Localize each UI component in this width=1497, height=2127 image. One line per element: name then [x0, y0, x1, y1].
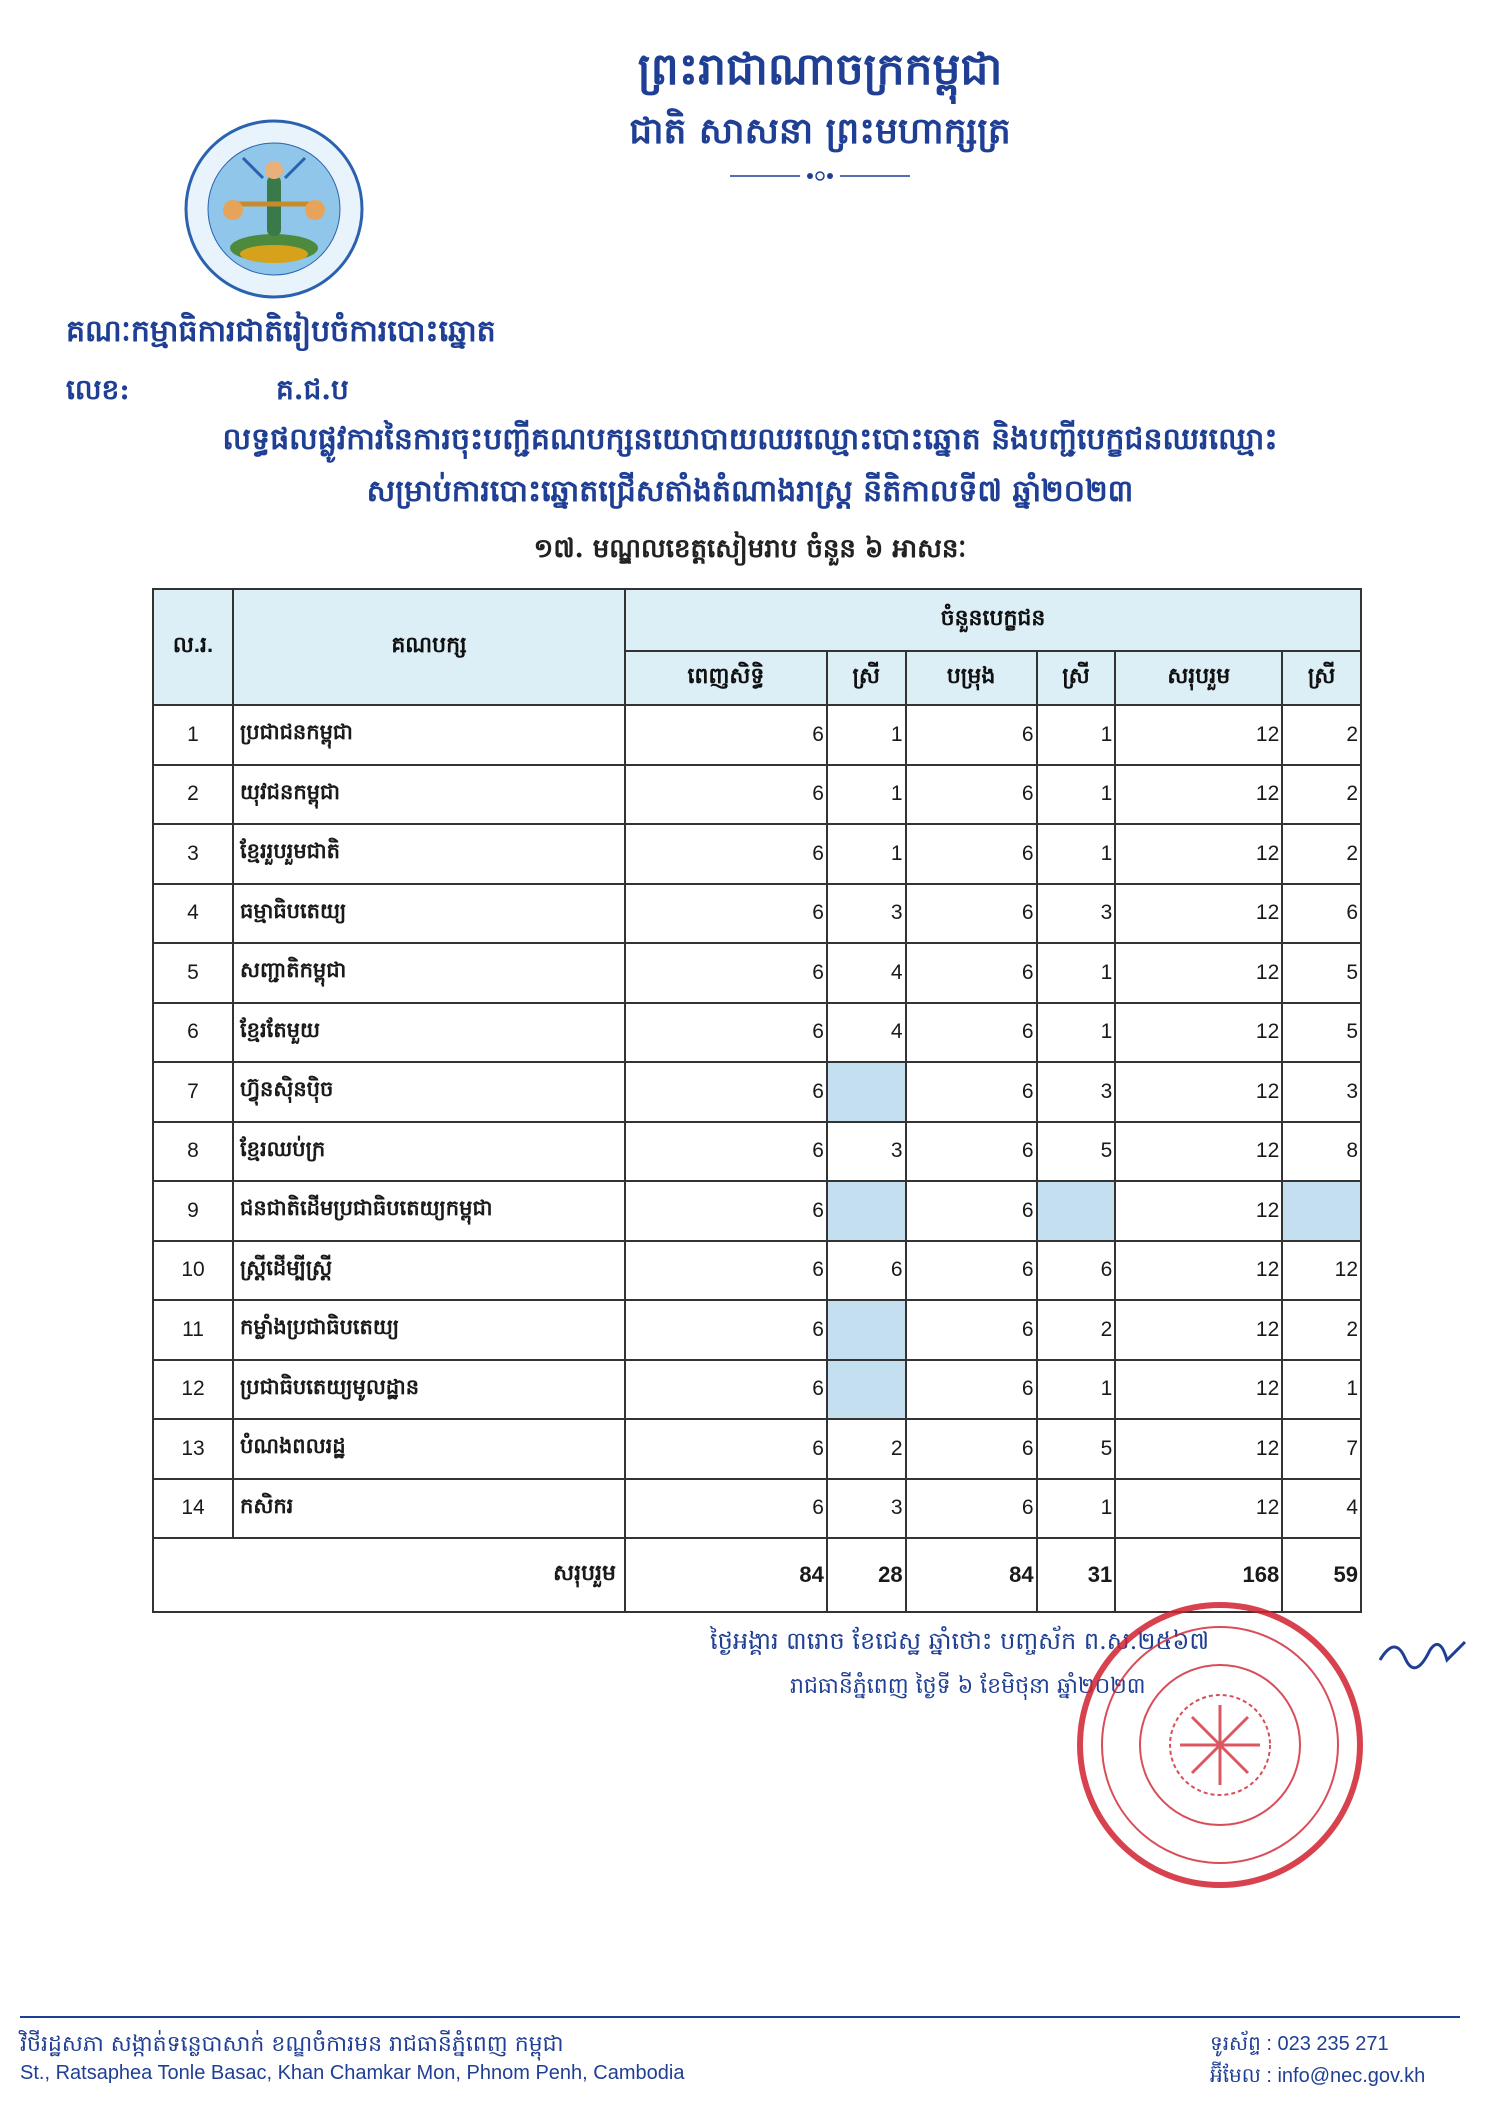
col-header-party: គណបក្ស: [233, 589, 625, 705]
row-number: 10: [153, 1241, 233, 1301]
cell-total-f: 4: [1282, 1479, 1361, 1539]
cell-total: 12: [1115, 1300, 1282, 1360]
footer-email: អ៊ីមែល : info@nec.gov.kh: [1210, 2065, 1426, 2087]
handwritten-signature-icon: [1375, 1630, 1475, 1675]
cell-full-f: [827, 1062, 906, 1122]
cell-full: 6: [625, 1479, 827, 1539]
cell-total-f: 2: [1282, 705, 1361, 765]
sub-header-total: សរុបរួម: [1115, 651, 1282, 705]
cell-reserve: 6: [906, 1419, 1037, 1479]
cell-reserve-f: 1: [1037, 765, 1116, 825]
cell-full-f: 4: [827, 1003, 906, 1063]
cell-full-f: 6: [827, 1241, 906, 1301]
nec-logo-emblem-icon: [183, 118, 365, 300]
document-title-line-2: សម្រាប់ការបោះឆ្នោតជ្រើសតាំងតំណាងរាស្ត្រ នីតិកាលទី៧ ឆ្នាំ២០២៣: [366, 474, 1134, 509]
reference-line: [66, 372, 349, 413]
cell-reserve-f: [1037, 1181, 1116, 1241]
constituency-subtitle: ១៧. មណ្ឌលខេត្តសៀមរាប ចំនួន ៦ អាសនៈ: [533, 534, 967, 564]
cell-full-f: [827, 1181, 906, 1241]
footer-address-en: St., Ratsaphea Tonle Basac, Khan Chamkar Mon, Phnom Penh, Cambodia: [20, 2062, 685, 2084]
cell-reserve-f: 3: [1037, 1062, 1116, 1122]
cell-reserve-f: 1: [1037, 1479, 1116, 1539]
cell-full: 6: [625, 1122, 827, 1182]
lunar-date: ថ្ងៃអង្គារ ៣រោច ខែជេស្ឋ ឆ្នាំថោះ បញ្ចស័ក ព.ស.២៥៦៧: [710, 1627, 1210, 1655]
cell-reserve: 6: [906, 1003, 1037, 1063]
cell-reserve-f: 1: [1037, 705, 1116, 765]
cell-reserve: 6: [906, 884, 1037, 944]
footer-divider: [20, 2016, 1460, 2018]
table-row: [153, 1181, 1361, 1241]
cell-reserve-f: 1: [1037, 1360, 1116, 1420]
table-row: [153, 1241, 1361, 1301]
cell-full: 6: [625, 884, 827, 944]
party-name: ហ៊្វុនស៊ិនប៉ិច: [233, 1062, 625, 1122]
total-label: សរុបរួម: [153, 1538, 625, 1612]
row-number: 6: [153, 1003, 233, 1063]
national-motto: ជាតិ សាសនា ព្រះមហាក្សត្រ: [629, 110, 1011, 152]
col-header-candidates: ចំនួនបេក្ខជន: [625, 589, 1361, 651]
cell-full-f: 3: [827, 1479, 906, 1539]
sub-header-total-female: ស្រី: [1282, 651, 1361, 705]
cell-total-f: 1: [1282, 1360, 1361, 1420]
cell-reserve-f: 1: [1037, 943, 1116, 1003]
cell-reserve-f: 5: [1037, 1122, 1116, 1182]
cell-total: 12: [1115, 1241, 1282, 1301]
cell-total: 12: [1115, 824, 1282, 884]
cell-total-f: 5: [1282, 943, 1361, 1003]
total-full-f: 28: [827, 1538, 906, 1612]
col-header-no: ល.រ.: [153, 589, 233, 705]
party-name: ធម្មាធិបតេយ្យ: [233, 884, 625, 944]
cell-total: 12: [1115, 705, 1282, 765]
cell-reserve: 6: [906, 1062, 1037, 1122]
table-row: [153, 765, 1361, 825]
table-row: [153, 705, 1361, 765]
cell-reserve: 6: [906, 1479, 1037, 1539]
table-row: [153, 1360, 1361, 1420]
cell-reserve: 6: [906, 765, 1037, 825]
cell-total: 12: [1115, 943, 1282, 1003]
cell-total-f: 8: [1282, 1122, 1361, 1182]
row-number: 11: [153, 1300, 233, 1360]
party-name: បំណងពលរដ្ឋ: [233, 1419, 625, 1479]
table-row: [153, 943, 1361, 1003]
cell-full: 6: [625, 1181, 827, 1241]
cell-full: 6: [625, 943, 827, 1003]
cell-total: 12: [1115, 1360, 1282, 1420]
cell-total: 12: [1115, 1479, 1282, 1539]
cell-total-f: 12: [1282, 1241, 1361, 1301]
total-reserve-f: 31: [1037, 1538, 1116, 1612]
table-row: [153, 1122, 1361, 1182]
footer-telephone: ទូរស័ព្ទ : 023 235 271: [1210, 2033, 1389, 2055]
cell-full: 6: [625, 765, 827, 825]
reference-code: គ.ជ.ប: [276, 373, 349, 406]
cell-full-f: 2: [827, 1419, 906, 1479]
cell-total-f: 2: [1282, 765, 1361, 825]
sub-header-full: ពេញសិទ្ធិ: [625, 651, 827, 705]
table-row: [153, 1062, 1361, 1122]
cell-total: 12: [1115, 1181, 1282, 1241]
row-number: 13: [153, 1419, 233, 1479]
sub-header-reserve-female: ស្រី: [1037, 651, 1116, 705]
party-name: សញ្ជាតិកម្ពុជា: [233, 943, 625, 1003]
organization-name: គណៈកម្មាធិការជាតិរៀបចំការបោះឆ្នោត: [66, 314, 496, 349]
total-total: 168: [1115, 1538, 1282, 1612]
cell-reserve: 6: [906, 1181, 1037, 1241]
sub-header-reserve: បម្រុង: [906, 651, 1037, 705]
party-name: ខ្មែរឈប់ក្រ: [233, 1122, 625, 1182]
cell-total: 12: [1115, 1003, 1282, 1063]
cell-total-f: 6: [1282, 884, 1361, 944]
party-name: ស្ត្រីដើម្បីស្ត្រី: [233, 1241, 625, 1301]
party-name: ខ្មែរតែមួយ: [233, 1003, 625, 1063]
cell-reserve-f: 3: [1037, 884, 1116, 944]
cell-full-f: 3: [827, 1122, 906, 1182]
row-number: 1: [153, 705, 233, 765]
row-number: 4: [153, 884, 233, 944]
cell-reserve-f: 1: [1037, 1003, 1116, 1063]
official-seal-stamp-icon: [1070, 1595, 1370, 1895]
reference-label: លេខ:: [66, 373, 130, 406]
party-name: កសិករ: [233, 1479, 625, 1539]
party-name: ប្រជាធិបតេយ្យមូលដ្ឋាន: [233, 1360, 625, 1420]
cell-total-f: 5: [1282, 1003, 1361, 1063]
row-number: 3: [153, 824, 233, 884]
cell-total-f: [1282, 1181, 1361, 1241]
ornament-divider-icon: [730, 168, 910, 184]
cell-total: 12: [1115, 1419, 1282, 1479]
table-row: [153, 1479, 1361, 1539]
cell-reserve-f: 6: [1037, 1241, 1116, 1301]
table-row: [153, 884, 1361, 944]
cell-total: 12: [1115, 1122, 1282, 1182]
cell-full: 6: [625, 705, 827, 765]
document-title-line-1: លទ្ធផលផ្លូវការនៃការចុះបញ្ជីគណបក្សនយោបាយឈរឈ្មោះបោះឆ្នោត និងបញ្ជីបេក្ខជនឈរឈ្មោះ: [222, 422, 1278, 457]
row-number: 9: [153, 1181, 233, 1241]
cell-full: 6: [625, 1300, 827, 1360]
table-row: [153, 1003, 1361, 1063]
cell-full-f: 1: [827, 765, 906, 825]
sub-header-full-female: ស្រី: [827, 651, 906, 705]
row-number: 14: [153, 1479, 233, 1539]
party-name: កម្លាំងប្រជាធិបតេយ្យ: [233, 1300, 625, 1360]
cell-full: 6: [625, 1003, 827, 1063]
cell-total: 12: [1115, 1062, 1282, 1122]
table-row: [153, 824, 1361, 884]
footer-address-kh: វិថីរដ្ឋសភា សង្កាត់ទន្លេបាសាក់ ខណ្ឌចំការមន រាជធានីភ្នំពេញ កម្ពុជា: [20, 2032, 564, 2057]
cell-reserve: 6: [906, 705, 1037, 765]
party-name: ខ្មែររួបរួមជាតិ: [233, 824, 625, 884]
party-name: ប្រជាជនកម្ពុជា: [233, 705, 625, 765]
cell-full-f: 4: [827, 943, 906, 1003]
cell-full-f: [827, 1300, 906, 1360]
solar-date: រាជធានីភ្នំពេញ ថ្ងៃទី ៦ ខែមិថុនា ឆ្នាំ២០២៣: [790, 1674, 1146, 1699]
row-number: 7: [153, 1062, 233, 1122]
row-number: 12: [153, 1360, 233, 1420]
cell-reserve: 6: [906, 824, 1037, 884]
cell-reserve: 6: [906, 1241, 1037, 1301]
party-name: យុវជនកម្ពុជា: [233, 765, 625, 825]
cell-total-f: 3: [1282, 1062, 1361, 1122]
cell-full: 6: [625, 1062, 827, 1122]
row-number: 2: [153, 765, 233, 825]
cell-full-f: 1: [827, 705, 906, 765]
cell-full-f: 1: [827, 824, 906, 884]
cell-total-f: 2: [1282, 824, 1361, 884]
cell-reserve: 6: [906, 1300, 1037, 1360]
table-row: [153, 1419, 1361, 1479]
cell-total-f: 2: [1282, 1300, 1361, 1360]
cell-reserve: 6: [906, 1122, 1037, 1182]
cell-reserve-f: 5: [1037, 1419, 1116, 1479]
cell-full: 6: [625, 1360, 827, 1420]
cell-full: 6: [625, 824, 827, 884]
cell-reserve-f: 1: [1037, 824, 1116, 884]
table-row: [153, 1300, 1361, 1360]
total-total-f: 59: [1282, 1538, 1361, 1612]
cell-full: 6: [625, 1419, 827, 1479]
cell-full: 6: [625, 1241, 827, 1301]
cell-reserve-f: 2: [1037, 1300, 1116, 1360]
cell-total: 12: [1115, 765, 1282, 825]
cell-full-f: 3: [827, 884, 906, 944]
total-full: 84: [625, 1538, 827, 1612]
row-number: 5: [153, 943, 233, 1003]
total-reserve: 84: [906, 1538, 1037, 1612]
cell-total-f: 7: [1282, 1419, 1361, 1479]
cell-reserve: 6: [906, 943, 1037, 1003]
candidate-table: [152, 588, 1362, 1613]
party-name: ជនជាតិដើមប្រជាធិបតេយ្យកម្ពុជា: [233, 1181, 625, 1241]
cell-total: 12: [1115, 884, 1282, 944]
kingdom-title: ព្រះរាជាណាចក្រកម្ពុជា: [637, 44, 1003, 95]
cell-reserve: 6: [906, 1360, 1037, 1420]
kingdom-header: [560, 40, 1080, 188]
cell-full-f: [827, 1360, 906, 1420]
row-number: 8: [153, 1122, 233, 1182]
